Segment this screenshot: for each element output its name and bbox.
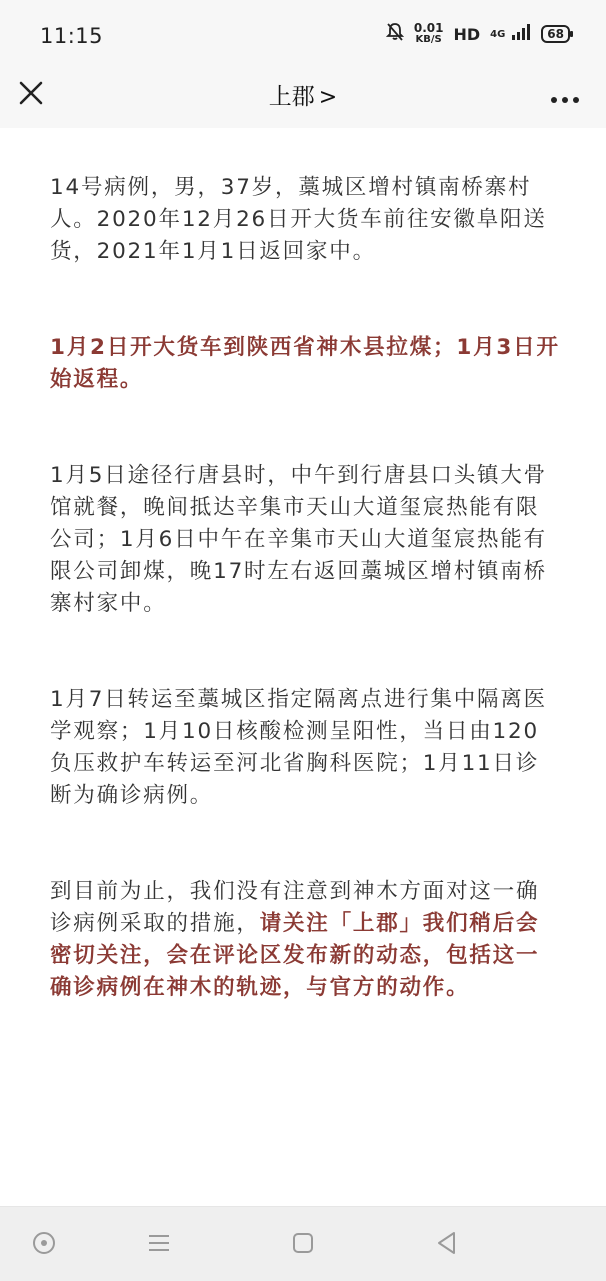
status-indicators: [386, 22, 570, 46]
paragraph-xingtang-route: 1月5日途径行唐县时，中午到行唐县口头镇大骨馆就餐，晚间抵达辛集市天山大道玺宸热能有限公司；1月6日中午在辛集市天山大道玺宸热能有限公司卸煤，晚17时左右返回藁城区增村镇南桥寨村家中。: [50, 463, 547, 616]
status-bar: [0, 0, 606, 72]
circle-dot-icon[interactable]: [30, 1229, 58, 1257]
status-time: 11:15: [40, 24, 104, 48]
more-dots-icon[interactable]: [550, 90, 580, 100]
network-type: 4G: [490, 28, 506, 40]
paragraph-case-intro: 14号病例，男，37岁，藁城区增村镇南桥寨村人。2020年12月26日开大货车前往安徽阜阳送货，2021年1月1日返回家中。: [50, 175, 547, 264]
paragraph-shenmu-trip: 1月2日开大货车到陕西省神木县拉煤；1月3日开始返程。: [50, 335, 560, 392]
battery-icon: 68: [541, 25, 570, 43]
paragraph-isolation: 1月7日转运至藁城区指定隔离点进行集中隔离医学观察；1月10日核酸检测呈阳性，当日由120负压救护车转运至河北省胸科医院；1月11日诊断为确诊病例。: [50, 687, 547, 808]
paragraph-follow-up: [50, 876, 560, 1004]
account-name: 上郡: [268, 84, 315, 110]
back-triangle-icon[interactable]: [433, 1229, 461, 1257]
signal-icon: [511, 23, 531, 45]
square-home-icon[interactable]: [289, 1229, 317, 1257]
article-body: [50, 172, 560, 1004]
follow-up-plain-text: 到目前为止，我们没有注意到神木方面对这一确诊病例采取的措施，: [50, 879, 540, 936]
hd-indicator: HD: [453, 24, 481, 44]
network-speed: 0.01 KB/S: [413, 21, 444, 45]
system-nav-bar: [0, 1206, 606, 1281]
follow-up-emphasis-text: 请关注「上郡」我们稍后会密切关注，会在评论区发布新的动态，包括这一确诊病例在神木的轨迹，与官方的动作。: [50, 911, 540, 1000]
mute-bell-icon: [386, 22, 404, 46]
article-nav-bar: [0, 72, 606, 128]
chevron-right-icon: >: [318, 85, 338, 110]
menu-lines-icon[interactable]: [145, 1229, 173, 1257]
account-title-link[interactable]: [0, 78, 606, 111]
